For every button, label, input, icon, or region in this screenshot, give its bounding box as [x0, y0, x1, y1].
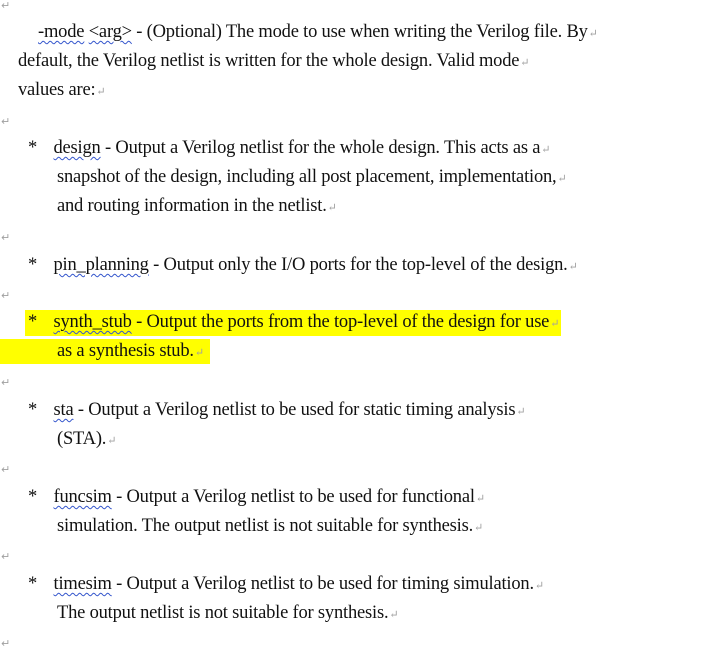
paragraph-mark: ↵	[107, 435, 117, 447]
bullet: *	[28, 574, 38, 594]
paragraph-mark: ↵	[96, 86, 106, 98]
bullet: *	[28, 138, 38, 158]
empty-paragraph-mark: ↵	[1, 463, 11, 476]
paragraph-mark: ↵	[568, 261, 578, 273]
intro-line-2	[18, 49, 529, 75]
list-item-design-line-2	[57, 165, 567, 191]
bullet: *	[28, 487, 38, 507]
paragraph-mark: ↵	[550, 318, 560, 330]
item-name: funcsim	[53, 487, 112, 507]
list-item-design-line-3	[57, 194, 337, 220]
paragraph-mark: ↵	[557, 173, 567, 185]
item-text: snapshot of the design, including all post placement, implementation,	[57, 167, 557, 187]
item-name: design	[53, 138, 101, 158]
intro-text: default, the Verilog netlist is written for the whole design. Valid mode	[18, 51, 520, 71]
list-item-sta-line-2	[57, 427, 116, 453]
empty-paragraph-mark: ↵	[1, 115, 11, 128]
list-item-synth-stub	[25, 310, 561, 336]
bullet: *	[28, 312, 38, 332]
list-item-funcsim	[28, 485, 485, 511]
item-text: - Output the ports from the top-level of the design for use	[131, 312, 550, 332]
item-text: - Output a Verilog netlist to be used for functional	[111, 487, 475, 507]
list-item-synth-stub-line-2	[57, 339, 204, 365]
intro-line-3	[18, 78, 105, 104]
paragraph-mark: ↵	[534, 580, 544, 592]
item-name: sta	[53, 400, 74, 420]
bullet: *	[28, 255, 38, 275]
paragraph-mark: ↵	[516, 406, 526, 418]
item-text: The output netlist is not suitable for synthesis.	[57, 603, 389, 623]
paragraph-mark: ↵	[327, 202, 337, 214]
list-item-timesim	[28, 572, 544, 598]
empty-paragraph-mark: ↵	[1, 231, 11, 244]
item-text: (STA).	[57, 429, 107, 449]
empty-paragraph-mark: ↵	[1, 637, 11, 650]
item-text: - Output a Verilog netlist for the whole design. This acts as a	[100, 138, 541, 158]
mode-arg: <arg>	[88, 22, 132, 42]
list-item-funcsim-line-2	[57, 514, 483, 540]
list-item-design	[28, 136, 550, 162]
empty-paragraph-mark: ↵	[1, 289, 11, 302]
item-text: - Output a Verilog netlist to be used for static timing analysis	[73, 400, 516, 420]
empty-paragraph-mark: ↵	[1, 376, 11, 389]
list-item-pin-planning	[28, 253, 578, 279]
intro-text: values are:	[18, 80, 96, 100]
empty-paragraph-mark: ↵	[1, 0, 11, 12]
item-text: and routing information in the netlist.	[57, 196, 327, 216]
item-text: - Output a Verilog netlist to be used for timing simulation.	[111, 574, 534, 594]
item-text: simulation. The output netlist is not suitable for synthesis.	[57, 516, 474, 536]
item-name: pin_planning	[53, 255, 149, 275]
paragraph-mark: ↵	[475, 493, 485, 505]
list-item-timesim-line-2	[57, 601, 398, 627]
intro-text: - (Optional) The mode to use when writing the Verilog file. By	[131, 22, 588, 42]
paragraph-mark: ↵	[194, 347, 204, 359]
paragraph-mark: ↵	[588, 28, 598, 40]
item-text: - Output only the I/O ports for the top-level of the design.	[148, 255, 568, 275]
paragraph-mark: ↵	[520, 57, 530, 69]
paragraph-mark: ↵	[541, 144, 551, 156]
bullet: *	[28, 400, 38, 420]
item-name: timesim	[53, 574, 112, 594]
list-item-sta	[28, 398, 525, 424]
item-name: synth_stub	[53, 312, 132, 332]
intro-line-1	[38, 20, 598, 46]
item-text: as a synthesis stub.	[57, 341, 194, 361]
paragraph-mark: ↵	[474, 522, 484, 534]
paragraph-mark: ↵	[389, 609, 399, 621]
mode-flag: -mode	[38, 22, 85, 42]
empty-paragraph-mark: ↵	[1, 550, 11, 563]
